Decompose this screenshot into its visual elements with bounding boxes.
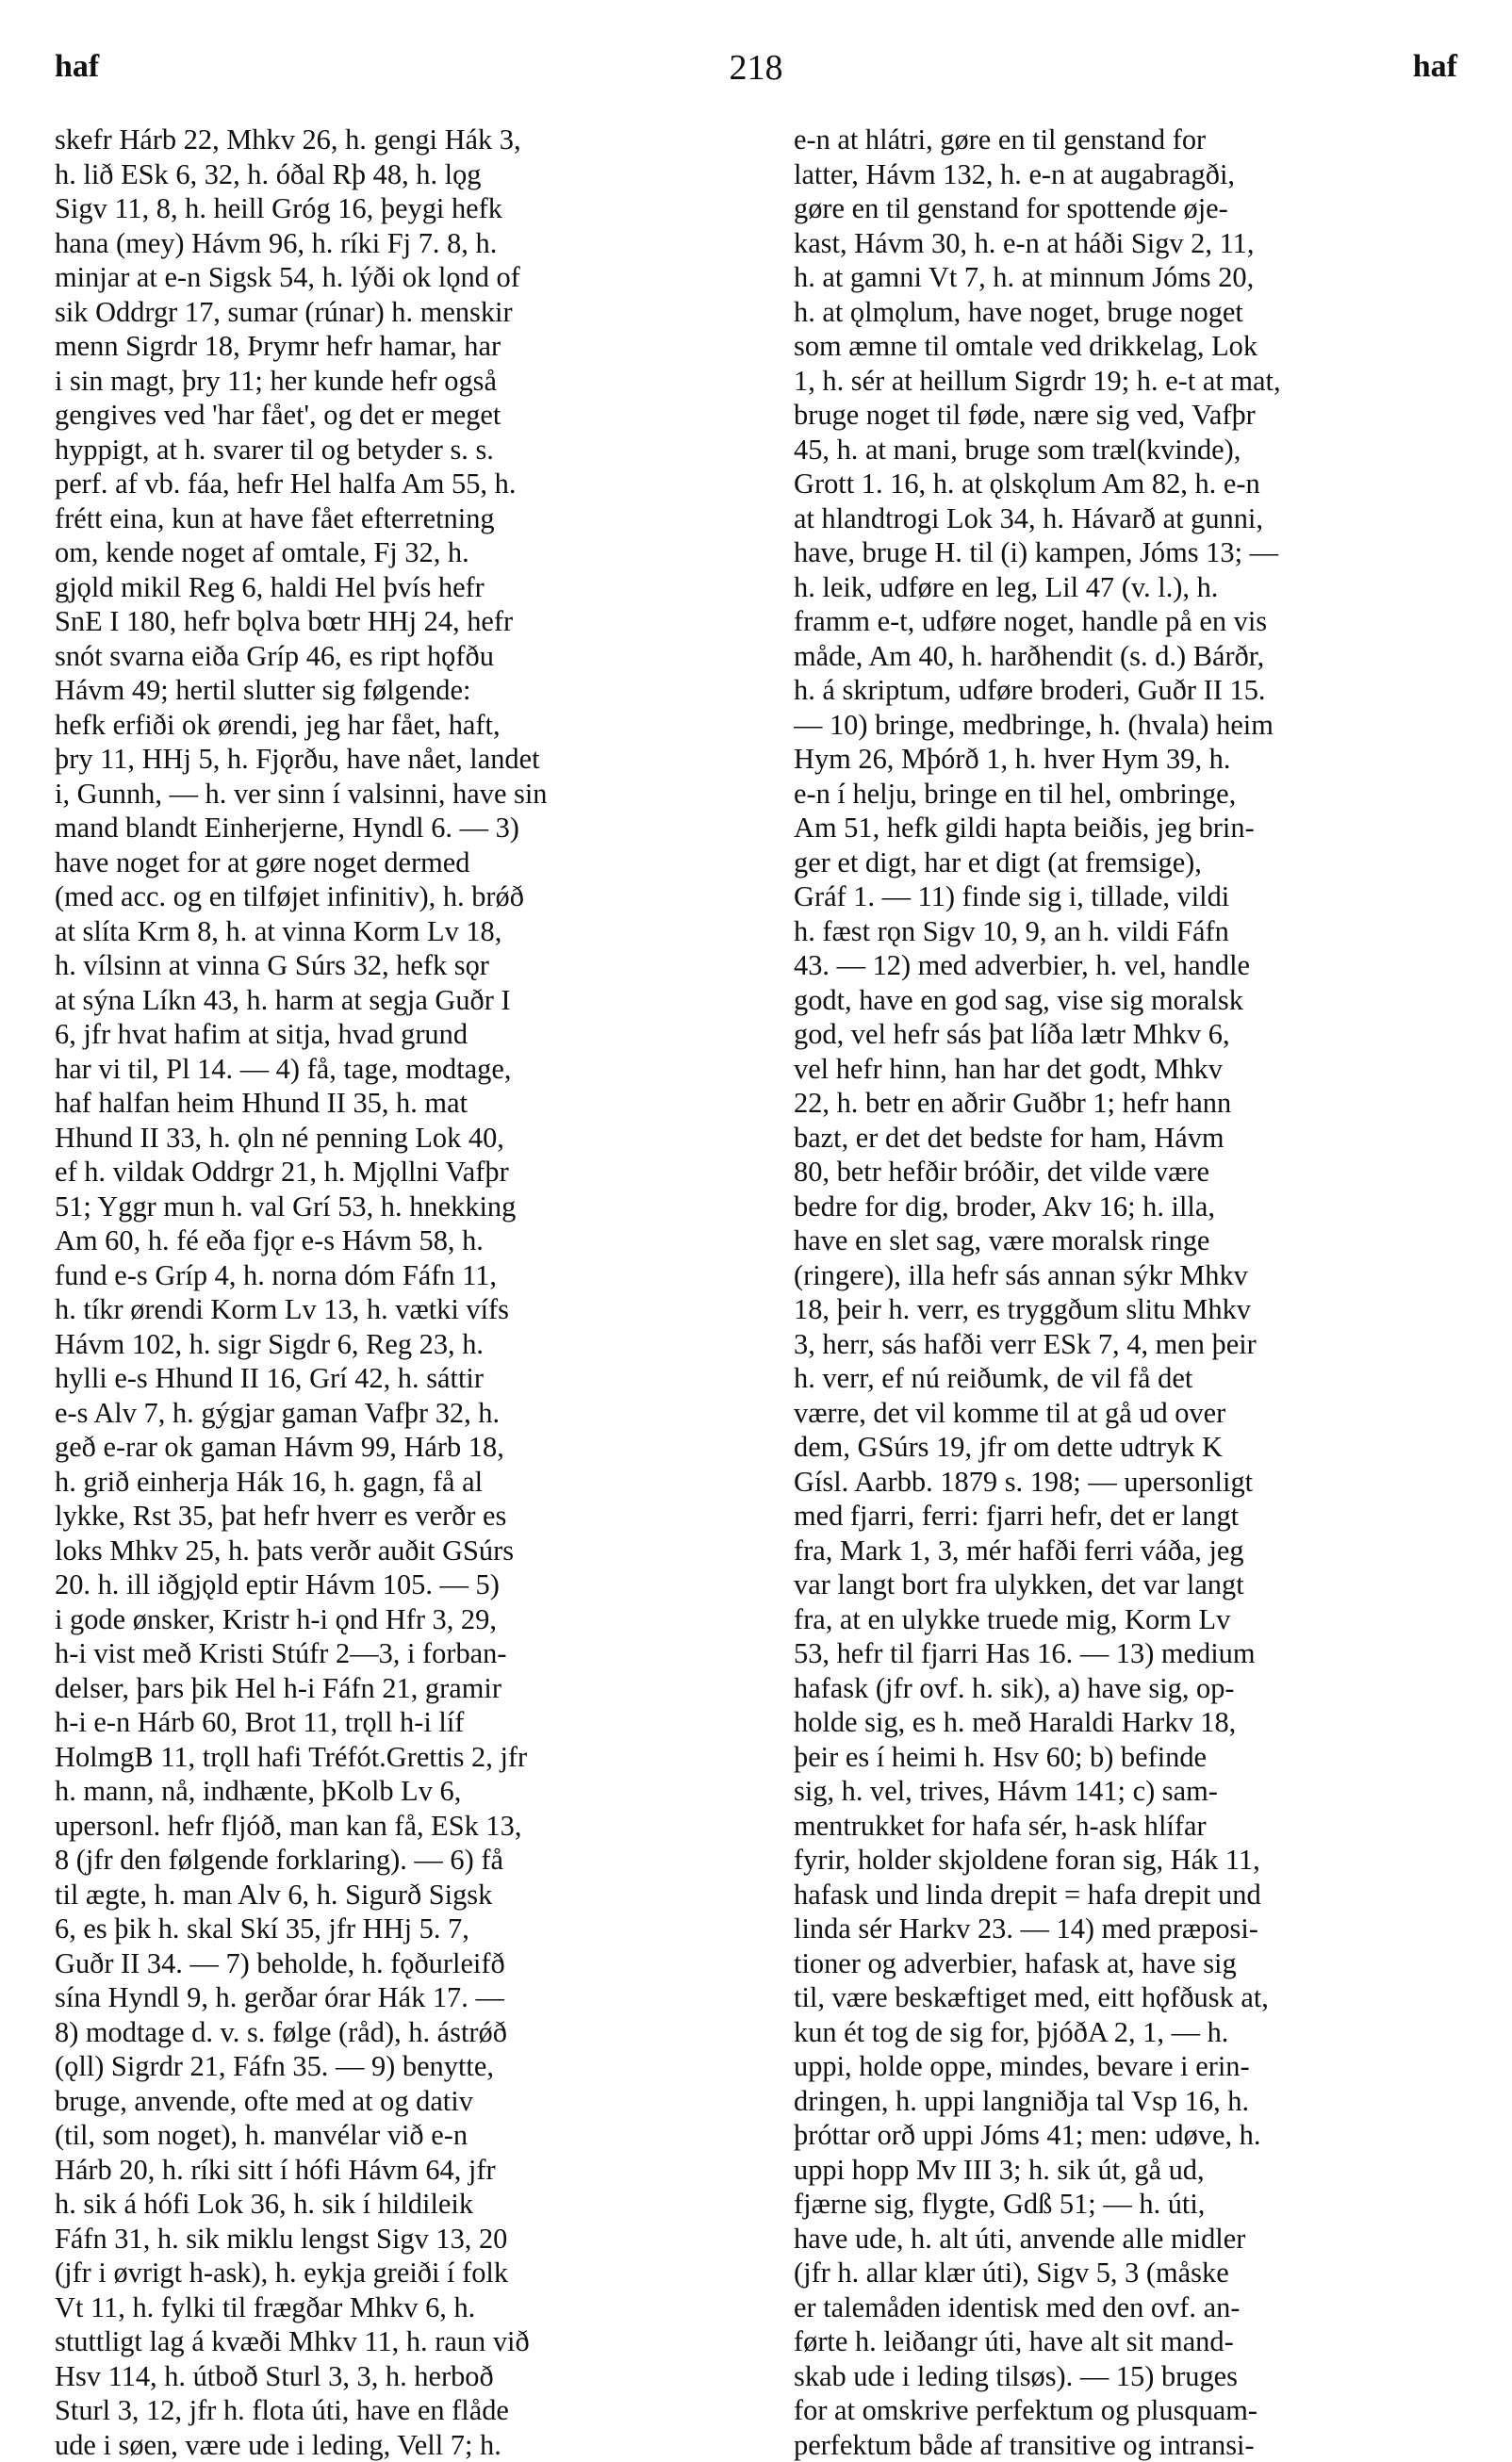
text-line: uppi hopp Mv III 3; h. sik út, gå ud,	[794, 2153, 1474, 2188]
text-line: Hym 26, Mþórð 1, h. hver Hym 39, h.	[794, 742, 1474, 777]
text-line: måde, Am 40, h. harðhendit (s. d.) Bárðr,	[794, 639, 1474, 674]
text-line: h. leik, udføre en leg, Lil 47 (v. l.), h.	[794, 570, 1474, 605]
text-line: h. tíkr ørendi Korm Lv 13, h. vætki vífs	[55, 1292, 735, 1327]
text-line: þeir es í heimi h. Hsv 60; b) befinde	[794, 1740, 1474, 1775]
text-line: frétt eina, kun at have fået efterretning	[55, 501, 735, 536]
text-line: h. at gamni Vt 7, h. at minnum Jóms 20,	[794, 260, 1474, 295]
text-line: (ǫll) Sigrdr 21, Fáfn 35. — 9) benytte,	[55, 2049, 735, 2084]
text-line: at sýna Líkn 43, h. harm at segja Guðr I	[55, 983, 735, 1018]
text-line: lykke, Rst 35, þat hefr hverr es verðr es	[55, 1499, 735, 1534]
text-line: ef h. vildak Oddrgr 21, h. Mjǫllni Vafþr	[55, 1155, 735, 1190]
text-line: loks Mhkv 25, h. þats verðr auðit GSúrs	[55, 1534, 735, 1568]
text-line: Hávm 102, h. sigr Sigdr 6, Reg 23, h.	[55, 1327, 735, 1362]
text-line: godt, have en god sag, vise sig moralsk	[794, 983, 1474, 1018]
text-line: have ude, h. alt úti, anvende alle midler	[794, 2222, 1474, 2257]
text-line: Am 60, h. fé eða fjǫr e-s Hávm 58, h.	[55, 1223, 735, 1258]
text-line: at slíta Krm 8, h. at vinna Korm Lv 18,	[55, 914, 735, 949]
text-line: bruge noget til føde, nære sig ved, Vafþr	[794, 398, 1474, 433]
text-line: 43. — 12) med adverbier, h. vel, handle	[794, 948, 1474, 983]
text-line: hafask und linda drepit = hafa drepit und	[794, 1878, 1474, 1912]
text-line: skefr Hárb 22, Mhkv 26, h. gengi Hák 3,	[55, 123, 735, 157]
text-line: holde sig, es h. með Haraldi Harkv 18,	[794, 1705, 1474, 1740]
text-line: 3, herr, sás hafði verr ESk 7, 4, men þeir	[794, 1327, 1474, 1362]
text-line: sig, h. vel, trives, Hávm 141; c) sam-	[794, 1774, 1474, 1809]
text-line: gengives ved 'har fået', og det er meget	[55, 398, 735, 433]
text-line: 53, hefr til fjarri Has 16. — 13) medium	[794, 1636, 1474, 1671]
text-line: — 10) bringe, medbringe, h. (hvala) heim	[794, 708, 1474, 743]
text-line: h-i e-n Hárb 60, Brot 11, trǫll h-i líf	[55, 1705, 735, 1740]
text-line: hefk erfiði ok ørendi, jeg har fået, haft,	[55, 708, 735, 743]
text-line: gjǫld mikil Reg 6, haldi Hel þvís hefr	[55, 570, 735, 605]
text-line: (jfr i øvrigt h-ask), h. eykja greiði í folk	[55, 2256, 735, 2290]
text-line: geð e-rar ok gaman Hávm 99, Hárb 18,	[55, 1430, 735, 1465]
text-line: Hávm 49; hertil slutter sig følgende:	[55, 673, 735, 708]
text-line: h. verr, ef nú reiðumk, de vil få det	[794, 1361, 1474, 1396]
text-line: Sturl 3, 12, jfr h. flota úti, have en flåde	[55, 2393, 735, 2428]
text-line: delser, þars þik Hel h-i Fáfn 21, gramir	[55, 1671, 735, 1706]
text-line: 20. h. ill iðgjǫld eptir Hávm 105. — 5)	[55, 1567, 735, 1602]
text-line: 6, jfr hvat hafim at sitja, hvad grund	[55, 1017, 735, 1052]
text-line: bazt, er det det bedste for ham, Hávm	[794, 1121, 1474, 1156]
text-line: upersonl. hefr fljóð, man kan få, ESk 13,	[55, 1809, 735, 1844]
text-line: 8 (jfr den følgende forklaring). — 6) få	[55, 1843, 735, 1878]
text-line: Grott 1. 16, h. at ǫlskǫlum Am 82, h. e-n	[794, 467, 1474, 501]
text-line: værre, det vil komme til at gå ud over	[794, 1396, 1474, 1431]
text-line: h. á skriptum, udføre broderi, Guðr II 15.	[794, 673, 1474, 708]
text-line: til ægte, h. man Alv 6, h. Sigurð Sigsk	[55, 1878, 735, 1912]
text-line: 6, es þik h. skal Skí 35, jfr HHj 5. 7,	[55, 1912, 735, 1946]
header-right-word: haf	[1413, 49, 1457, 85]
text-line: linda sér Harkv 23. — 14) med præposi-	[794, 1912, 1474, 1946]
text-line: fyrir, holder skjoldene foran sig, Hák 11,	[794, 1843, 1474, 1878]
text-line: e-n at hlátri, gøre en til genstand for	[794, 123, 1474, 157]
header-left-word: haf	[55, 49, 99, 85]
text-line: perfektum både af transitive og intransi-	[794, 2428, 1474, 2462]
text-line: kast, Hávm 30, h. e-n at háði Sigv 2, 11,	[794, 226, 1474, 261]
text-line: menn Sigrdr 18, Þrymr hefr hamar, har	[55, 329, 735, 364]
text-line: i, Gunnh, — h. ver sinn í valsinni, have sin	[55, 777, 735, 812]
text-line: Hsv 114, h. útboð Sturl 3, 3, h. herboð	[55, 2359, 735, 2394]
text-line: at hlandtrogi Lok 34, h. Hávarð at gunni,	[794, 501, 1474, 536]
text-line: Gráf 1. — 11) finde sig i, tillade, vildi	[794, 879, 1474, 914]
text-line: have noget for at gøre noget dermed	[55, 845, 735, 880]
text-line: h. lið ESk 6, 32, h. óðal Rþ 48, h. lǫg	[55, 157, 735, 192]
text-line: god, vel hefr sás þat líða lætr Mhkv 6,	[794, 1017, 1474, 1052]
text-line: h. mann, nå, indhænte, þKolb Lv 6,	[55, 1774, 735, 1809]
text-line: SnE I 180, hefr bǫlva bœtr HHj 24, hefr	[55, 604, 735, 639]
text-line: have en slet sag, være moralsk ringe	[794, 1223, 1474, 1258]
text-line: gøre en til genstand for spottende øje-	[794, 191, 1474, 226]
page-number: 218	[0, 47, 1512, 89]
text-line: haf halfan heim Hhund II 35, h. mat	[55, 1086, 735, 1121]
text-line: Fáfn 31, h. sik miklu lengst Sigv 13, 20	[55, 2222, 735, 2257]
text-line: minjar at e-n Sigsk 54, h. lýði ok lǫnd of	[55, 260, 735, 295]
text-line: tioner og adverbier, hafask at, have sig	[794, 1946, 1474, 1981]
text-line: h. sik á hófi Lok 36, h. sik í hildileik	[55, 2187, 735, 2222]
text-line: kun ét tog de sig for, þjóðA 2, 1, — h.	[794, 2015, 1474, 2050]
text-line: 18, þeir h. verr, es tryggðum slitu Mhkv	[794, 1292, 1474, 1327]
text-line: framm e-t, udføre noget, handle på en vis	[794, 604, 1474, 639]
text-line: h. vílsinn at vinna G Súrs 32, hefk sǫr	[55, 948, 735, 983]
text-line: h. fæst rǫn Sigv 10, 9, an h. vildi Fáfn	[794, 914, 1474, 949]
text-line: ger et digt, har et digt (at fremsige),	[794, 845, 1474, 880]
right-column	[794, 123, 1474, 2462]
text-line: hafask (jfr ovf. h. sik), a) have sig, op-	[794, 1671, 1474, 1706]
text-line: dringen, h. uppi langniðja tal Vsp 16, h.	[794, 2084, 1474, 2119]
text-line: h-i vist með Kristi Stúfr 2—3, i forban-	[55, 1636, 735, 1671]
text-line: Am 51, hefk gildi hapta beiðis, jeg brin-	[794, 811, 1474, 845]
text-line: Sigv 11, 8, h. heill Gróg 16, þeygi hefk	[55, 191, 735, 226]
text-line: þry 11, HHj 5, h. Fjǫrðu, have nået, landet	[55, 742, 735, 777]
text-line: 51; Yggr mun h. val Grí 53, h. hnekking	[55, 1190, 735, 1224]
text-line: 22, h. betr en aðrir Guðbr 1; hefr hann	[794, 1086, 1474, 1121]
text-line: HolmgB 11, trǫll hafi Tréfót.Grettis 2, jfr	[55, 1740, 735, 1775]
text-line: mentrukket for hafa sér, h-ask hlífar	[794, 1809, 1474, 1844]
text-line: Hhund II 33, h. ǫln né penning Lok 40,	[55, 1121, 735, 1156]
text-line: uppi, holde oppe, mindes, bevare i erin-	[794, 2049, 1474, 2084]
text-line: 1, h. sér at heillum Sigrdr 19; h. e-t at mat,	[794, 364, 1474, 399]
text-line: har vi til, Pl 14. — 4) få, tage, modtage,	[55, 1052, 735, 1087]
text-line: hylli e-s Hhund II 16, Grí 42, h. sáttir	[55, 1361, 735, 1396]
text-line: stuttligt lag á kvæði Mhkv 11, h. raun við	[55, 2324, 735, 2359]
text-line: skab ude i leding tilsøs). — 15) bruges	[794, 2359, 1474, 2394]
text-line: sik Oddrgr 17, sumar (rúnar) h. menskir	[55, 295, 735, 330]
text-line: med fjarri, ferri: fjarri hefr, det er langt	[794, 1499, 1474, 1534]
text-line: ude i søen, være ude i leding, Vell 7; h.	[55, 2428, 735, 2462]
text-line: (til, som noget), h. manvélar við e-n	[55, 2118, 735, 2153]
text-line: e-s Alv 7, h. gýgjar gaman Vafþr 32, h.	[55, 1396, 735, 1431]
text-line: have, bruge H. til (i) kampen, Jóms 13; —	[794, 535, 1474, 570]
text-line: latter, Hávm 132, h. e-n at augabragði,	[794, 157, 1474, 192]
text-line: vel hefr hinn, han har det godt, Mhkv	[794, 1052, 1474, 1087]
text-line: hyppigt, at h. svarer til og betyder s. s.	[55, 433, 735, 468]
text-line: fra, at en ulykke truede mig, Korm Lv	[794, 1602, 1474, 1637]
text-line: snót svarna eiða Gríp 46, es ript hǫfðu	[55, 639, 735, 674]
text-line: h. grið einherja Hák 16, h. gagn, få al	[55, 1465, 735, 1500]
text-line: var langt bort fra ulykken, det var langt	[794, 1567, 1474, 1602]
left-column	[55, 123, 735, 2462]
text-line: førte h. leiðangr úti, have alt sit mand-	[794, 2324, 1474, 2359]
text-line: er talemåden identisk med den ovf. an-	[794, 2290, 1474, 2325]
text-line: fjærne sig, flygte, Gdß 51; — h. úti,	[794, 2187, 1474, 2222]
text-line: mand blandt Einherjerne, Hyndl 6. — 3)	[55, 811, 735, 845]
text-line: sína Hyndl 9, h. gerðar órar Hák 17. —	[55, 1980, 735, 2015]
text-line: e-n í helju, bringe en til hel, ombringe,	[794, 777, 1474, 812]
text-line: h. at ǫlmǫlum, have noget, bruge noget	[794, 295, 1474, 330]
text-line: som æmne til omtale ved drikkelag, Lok	[794, 329, 1474, 364]
text-line: om, kende noget af omtale, Fj 32, h.	[55, 535, 735, 570]
text-line: i gode ønsker, Kristr h-i ǫnd Hfr 3, 29,	[55, 1602, 735, 1637]
text-line: for at omskrive perfektum og plusquam-	[794, 2393, 1474, 2428]
text-line: perf. af vb. fáa, hefr Hel halfa Am 55, h.	[55, 467, 735, 501]
text-line: þróttar orð uppi Jóms 41; men: udøve, h.	[794, 2118, 1474, 2153]
text-line: bedre for dig, broder, Akv 16; h. illa,	[794, 1190, 1474, 1224]
text-line: 45, h. at mani, bruge som træl(kvinde),	[794, 433, 1474, 468]
text-line: (med acc. og en tilføjet infinitiv), h. brǿð	[55, 879, 735, 914]
text-line: hana (mey) Hávm 96, h. ríki Fj 7. 8, h.	[55, 226, 735, 261]
text-line: Hárb 20, h. ríki sitt í hófi Hávm 64, jfr	[55, 2153, 735, 2188]
text-line: Vt 11, h. fylki til frægðar Mhkv 6, h.	[55, 2290, 735, 2325]
text-line: fra, Mark 1, 3, mér hafði ferri váða, jeg	[794, 1534, 1474, 1568]
text-line: (ringere), illa hefr sás annan sýkr Mhkv	[794, 1258, 1474, 1293]
text-line: (jfr h. allar klær úti), Sigv 5, 3 (måske	[794, 2256, 1474, 2290]
text-line: dem, GSúrs 19, jfr om dette udtryk K	[794, 1430, 1474, 1465]
text-line: til, være beskæftiget med, eitt hǫfðusk at,	[794, 1980, 1474, 2015]
text-line: 80, betr hefðir bróðir, det vilde være	[794, 1155, 1474, 1190]
text-line: bruge, anvende, ofte med at og dativ	[55, 2084, 735, 2119]
text-line: fund e-s Gríp 4, h. norna dóm Fáfn 11,	[55, 1258, 735, 1293]
text-line: 8) modtage d. v. s. følge (råd), h. ástrǿð	[55, 2015, 735, 2050]
text-line: i sin magt, þry 11; her kunde hefr også	[55, 364, 735, 399]
text-line: Guðr II 34. — 7) beholde, h. fǫðurleifð	[55, 1946, 735, 1981]
text-line: Gísl. Aarbb. 1879 s. 198; — upersonligt	[794, 1465, 1474, 1500]
